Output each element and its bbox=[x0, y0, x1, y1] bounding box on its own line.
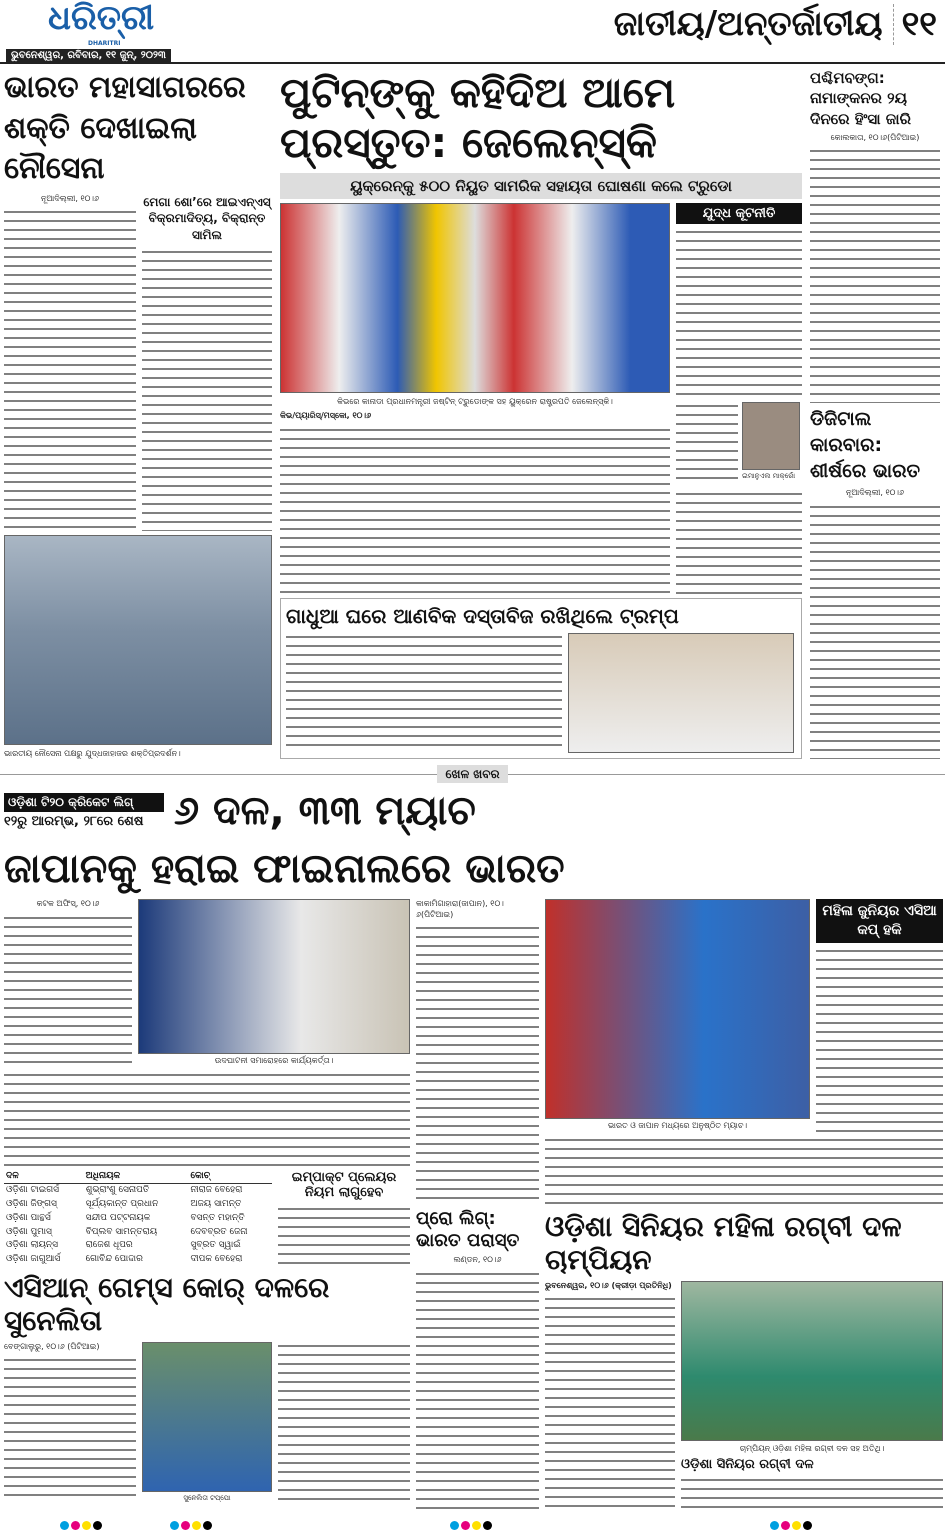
rugby-headline: ଓଡ଼ିଶା ସିନିୟର ମହିଳା ରଗ୍‌ବୀ ଦଳ ଚାମ୍ପିୟନ bbox=[545, 1209, 902, 1277]
table-cell: ଶୁଭ୍ରାଂଶୁ ସେନାପତି bbox=[85, 1185, 150, 1196]
ukraine-subhead: ୟୁକ୍ରେନ୍‌କୁ ୫୦୦ ନିୟୁତ ସାମରିକ ସହାୟତା ଘୋଷଣା କଲେ ଟ୍ରୁଡୋ bbox=[280, 173, 802, 199]
table-cell: ବିପ୍ଲବ ସାମନ୍ତରାୟ bbox=[85, 1226, 158, 1237]
registration-dot bbox=[82, 1521, 91, 1530]
rugby-body bbox=[545, 1295, 675, 1512]
cricket-label-2: ୧୨ରୁ ଆରମ୍ଭ, ୨୮ରେ ଶେଷ bbox=[4, 813, 144, 829]
table-row bbox=[4, 1212, 272, 1226]
navy-col1 bbox=[4, 194, 136, 531]
navy-headline: ଭାରତ ମହାସାଗରରେ ଶକ୍ତି ଦେଖାଇଲା ନୌସେନା bbox=[4, 70, 246, 186]
diplomacy-box bbox=[676, 203, 802, 594]
cricket-headline: ୬ ଦଳ, ୩୩ ମ୍ୟାଚ bbox=[174, 788, 476, 835]
table-cell: ନୀରାଜ ବେହେରା bbox=[190, 1185, 243, 1196]
table-cell: ଓଡ଼ିଶା ଲାୟନ୍ସ bbox=[6, 1240, 58, 1251]
section-title: ଜାତୀୟ/ଅନ୍ତର୍ଜାତୀୟ bbox=[613, 4, 883, 44]
ukraine-body bbox=[280, 426, 670, 594]
sports-divider bbox=[0, 765, 945, 783]
rugby-figure bbox=[681, 1281, 943, 1512]
table-cell: ଅଜୟ ସାମନ୍ତ bbox=[190, 1199, 242, 1210]
cricket-dateline: କଟକ ଅଫିସ୍, ୧୦।୬ bbox=[36, 899, 100, 909]
cricket-photo bbox=[138, 899, 410, 1054]
rugby-body-2 bbox=[681, 1476, 943, 1512]
diplomacy-body-2 bbox=[676, 402, 738, 486]
cricket-body-2 bbox=[4, 1071, 410, 1166]
sunelita-caption: ସୁନେଲିତା ଟପ୍ପୋ bbox=[183, 1493, 231, 1502]
hockey-body-2 bbox=[545, 1136, 943, 1206]
hockey-body bbox=[416, 924, 539, 1204]
table-cell: ଓଡ଼ିଶା ପାନ୍ଥର୍ସ bbox=[6, 1212, 51, 1223]
trump-photo bbox=[568, 633, 794, 753]
table-cell: ଓଡ଼ିଶା ଜାଗୁଆର୍ସ bbox=[6, 1253, 61, 1264]
cricket-table-row bbox=[4, 1170, 410, 1267]
table-cell: ଓଡ଼ିଶା ଟାଇଗର୍ସ bbox=[6, 1185, 60, 1196]
ukraine-column bbox=[280, 68, 802, 759]
trump-body-row bbox=[286, 633, 796, 753]
registration-dot bbox=[450, 1521, 459, 1530]
diplomacy-body bbox=[676, 228, 802, 398]
sunelita-body-2 bbox=[278, 1342, 410, 1503]
registration-dot bbox=[770, 1521, 779, 1530]
registration-dot bbox=[803, 1521, 812, 1530]
table-cell: ରାଜେଶ ଧୂପର bbox=[85, 1240, 133, 1251]
bengal-body bbox=[810, 147, 940, 403]
color-registration-marks bbox=[0, 1518, 945, 1534]
hockey-top-row bbox=[545, 899, 943, 1131]
hockey-box-column bbox=[816, 899, 943, 1131]
top-section bbox=[0, 64, 945, 759]
registration-dot bbox=[181, 1521, 190, 1530]
table-cell: ଓଡ଼ିଶା ପୁମାସ୍ bbox=[6, 1226, 52, 1237]
digital-dateline: ନୂଆଦିଲ୍ଲୀ, ୧୦।୬ bbox=[845, 488, 905, 498]
hockey-figure bbox=[545, 899, 810, 1131]
registration-dot bbox=[781, 1521, 790, 1530]
registration-dot bbox=[170, 1521, 179, 1530]
navy-body-col2 bbox=[142, 248, 272, 531]
logo-sub: DHARITRI bbox=[88, 40, 121, 47]
navy-col2 bbox=[142, 194, 272, 531]
table-row bbox=[4, 1253, 272, 1267]
ukraine-body-row bbox=[280, 203, 802, 594]
trump-box bbox=[280, 598, 802, 759]
ukraine-photo bbox=[280, 203, 670, 393]
sunelita-col1 bbox=[4, 1342, 136, 1503]
table-cell: ସୁବ୍ରତ ସ୍ୱାଇଁ bbox=[190, 1240, 241, 1251]
cricket-figure bbox=[138, 899, 410, 1066]
navy-body-col1 bbox=[4, 208, 136, 531]
sports-header-row bbox=[0, 787, 945, 893]
rugby-subhead: ଓଡ଼ିଶା ସିନିୟର ରଗ୍‌ବୀ ଦଳ bbox=[681, 1457, 814, 1473]
macron-row bbox=[676, 402, 802, 486]
rugby-row bbox=[545, 1281, 943, 1512]
registration-dot bbox=[93, 1521, 102, 1530]
prolig-headline: ପ୍ରୋ ଲିଗ୍: ଭାରତ ପରାସ୍ତ bbox=[416, 1208, 520, 1251]
table-cell: ଦେବବ୍ରତ ଜେନା bbox=[190, 1226, 248, 1237]
cricket-teams-table bbox=[4, 1170, 272, 1267]
hockey-rugby-column bbox=[545, 899, 943, 1512]
sunelita-headline: ଏସିଆନ୍ ଗେମ୍ସ କୋର୍ ଦଳରେ ସୁନେଲିତା bbox=[4, 1270, 330, 1338]
diplomacy-box-title: ଯୁଦ୍ଧ କୂଟନୀତି bbox=[676, 203, 802, 225]
sunelita-photo bbox=[142, 1342, 272, 1492]
registration-dot bbox=[483, 1521, 492, 1530]
cricket-top-row bbox=[4, 899, 410, 1066]
table-row bbox=[4, 1198, 272, 1212]
cricket-label bbox=[4, 793, 164, 829]
hockey-headline: ଜାପାନକୁ ହରାଇ ଫାଇନାଲରେ ଭାରତ bbox=[4, 846, 565, 893]
table-header: ଅଧିନାୟକ bbox=[84, 1170, 189, 1184]
bengal-headline: ପଶ୍ଚିମବଙ୍ଗ: ନାମାଙ୍କନର ୨ୟ ଦିନରେ ହିଂସା ଜାରି bbox=[810, 69, 911, 128]
table-row bbox=[4, 1239, 272, 1253]
cricket-body-1 bbox=[4, 914, 132, 1067]
table-header: ଦଳ bbox=[4, 1170, 84, 1184]
section-heading bbox=[614, 4, 937, 45]
rugby-col1 bbox=[545, 1281, 675, 1512]
registration-dot bbox=[192, 1521, 201, 1530]
ukraine-dateline: କିଭ/ପ୍ୟାରିସ୍/ମସ୍କୋ, ୧୦।୬ bbox=[280, 411, 372, 421]
hockey-photo bbox=[545, 899, 810, 1119]
sunelita-body bbox=[4, 1356, 136, 1503]
navy-column bbox=[4, 68, 272, 759]
cricket-subhead: ଇମ୍ପାକ୍ଟ ପ୍ଲେୟର ନିୟମ ଲାଗୁହେବ bbox=[291, 1169, 397, 1201]
navy-dateline: ନୂଆଦିଲ୍ଲୀ, ୧୦।୬ bbox=[40, 193, 100, 203]
page-number: ୧୧ bbox=[893, 4, 937, 45]
ukraine-headline: ପୁଟିନ୍‌ଙ୍କୁ କହିଦିଅ ଆମେ ପ୍ରସ୍ତୁତ: ଜେଲେନ୍‌ସ୍କି bbox=[280, 68, 676, 168]
hockey-text-column bbox=[416, 899, 539, 1512]
sports-section-label: ଖେଳ ଖବର bbox=[437, 765, 507, 783]
cricket-column bbox=[4, 899, 410, 1512]
macron-caption: ଇମାନୁଏଲ ମାକ୍ରୋଁ bbox=[742, 472, 796, 481]
hockey-dateline: କାକାମିଗାହାରା(ଜାପାନ), ୧୦।୬(ପିଟିଆଇ) bbox=[416, 899, 504, 919]
dateline: ଭୁବନେଶ୍ୱର, ରବିବାର, ୧୧ ଜୁନ୍, ୨୦୨୩ bbox=[6, 49, 171, 63]
impact-column bbox=[278, 1170, 410, 1267]
right-column bbox=[810, 68, 940, 759]
macron-figure bbox=[742, 402, 800, 486]
navy-subhead: ମେଗା ଶୋ’ରେ ଆଇଏନ୍‌ଏସ୍ ବିକ୍ରମାଦିତ୍ୟ, ବିକ୍ରାନ୍ତ ସାମିଲ bbox=[143, 194, 271, 243]
sports-section bbox=[0, 893, 945, 1512]
table-cell: ଗୋବିନ୍ଦ ପୋଦ୍ଦାର bbox=[85, 1253, 143, 1264]
sunelita-row bbox=[4, 1342, 410, 1503]
rugby-photo bbox=[681, 1281, 943, 1441]
ukraine-caption: କିଭରେ କାନାଡା ପ୍ରଧାନମନ୍ତ୍ରୀ ଜଷ୍ଟିନ୍ ଟ୍ରୁଡୋଙ୍କ ସହ ୟୁକ୍ରେନ ରାଷ୍ଟ୍ରପତି ଜେଲେନ୍‌ସ୍କି। bbox=[337, 396, 613, 406]
registration-dot bbox=[472, 1521, 481, 1530]
registration-dot bbox=[461, 1521, 470, 1530]
registration-dot bbox=[60, 1521, 69, 1530]
hockey-caption: ଭାରତ ଓ ଜାପାନ ମଧ୍ୟରେ ଅନୁଷ୍ଠିତ ମ୍ୟାଚ। bbox=[607, 1121, 748, 1131]
hockey-box: ମହିଳା ଜୁନିୟର ଏସିଆ କପ୍ ହକି bbox=[816, 899, 943, 943]
logo: ଧରିତ୍ରୀ bbox=[48, 0, 155, 38]
cricket-col1 bbox=[4, 899, 132, 1066]
navy-body-row bbox=[4, 194, 272, 531]
table-cell: ଦୀପକ ବେହେରା bbox=[190, 1253, 243, 1264]
trump-headline: ଗାଧୁଆ ଘରେ ଆଣବିକ ଦସ୍ତାବିଜ ରଖିଥିଲେ ଟ୍ରମ୍ପ bbox=[286, 604, 679, 628]
navy-caption: ଭାରତୀୟ ନୌସେନା ପକ୍ଷରୁ ଯୁଦ୍ଧଜାହାଜର ଶକ୍ତିପ୍ରଦର୍ଶନ। bbox=[4, 748, 181, 758]
impact-body bbox=[278, 1205, 410, 1267]
sports-rule-left bbox=[0, 774, 437, 775]
sunelita-figure bbox=[142, 1342, 272, 1503]
rugby-caption: ଚାମ୍ପିୟନ୍ ଓଡ଼ିଶା ମହିଳା ରଗ୍‌ବୀ ଦଳ ସହ ଅତିଥି। bbox=[739, 1443, 885, 1453]
table-row bbox=[4, 1226, 272, 1240]
table-cell: ଓଡ଼ିଶା ଜିଙ୍ଗସ୍ bbox=[6, 1199, 57, 1210]
registration-dot bbox=[203, 1521, 212, 1530]
registration-dot bbox=[71, 1521, 80, 1530]
table-cell: ସନ୍ଦୀପ ପଟ୍ଟନାୟକ bbox=[85, 1212, 151, 1223]
masthead bbox=[0, 0, 945, 64]
digital-body bbox=[810, 503, 940, 759]
table-cell: ସୂର୍ଯ୍ୟକାନ୍ତ ପ୍ରଧାନ bbox=[85, 1199, 159, 1210]
navy-photo bbox=[4, 535, 272, 745]
ukraine-main bbox=[280, 203, 670, 594]
table-row bbox=[4, 1184, 272, 1198]
digital-headline: ଡିଜିଟାଲ କାରବାର: ଶୀର୍ଷରେ ଭାରତ bbox=[810, 408, 921, 482]
sunelita-dateline: ବେଙ୍ଗାଲୁରୁ, ୧୦।୬ (ପିଟିଆଇ) bbox=[4, 1341, 100, 1351]
macron-photo bbox=[742, 402, 800, 470]
prolig-body bbox=[416, 1270, 539, 1512]
registration-dot bbox=[792, 1521, 801, 1530]
trump-body bbox=[286, 633, 562, 753]
cricket-label-1: ଓଡ଼ିଶା ଟି୨୦ କ୍ରିକେଟ ଲିଗ୍ bbox=[4, 793, 164, 811]
table-header: କୋଚ୍ bbox=[188, 1170, 272, 1184]
rugby-dateline: ଭୁବନେଶ୍ୱର, ୧୦।୬ (କ୍ରୀଡ଼ା ପ୍ରତିନିଧି) bbox=[545, 1280, 672, 1290]
bengal-dateline: କୋଲକାତା, ୧୦।୬(ପିଟିଆଇ) bbox=[830, 132, 920, 142]
hockey-box-body bbox=[816, 947, 943, 1132]
prolig-dateline: ଲଣ୍ଡନ, ୧୦।୬ bbox=[453, 1255, 502, 1265]
table-cell: ବସନ୍ତ ମହାନ୍ତି bbox=[190, 1212, 245, 1223]
cricket-caption: ଉଦଘାଟନୀ ସମାରୋହରେ କାର୍ଯ୍ୟକର୍ତ୍ତା। bbox=[214, 1056, 334, 1066]
diplomacy-body-3 bbox=[676, 490, 802, 594]
sports-rule-right bbox=[508, 774, 945, 775]
